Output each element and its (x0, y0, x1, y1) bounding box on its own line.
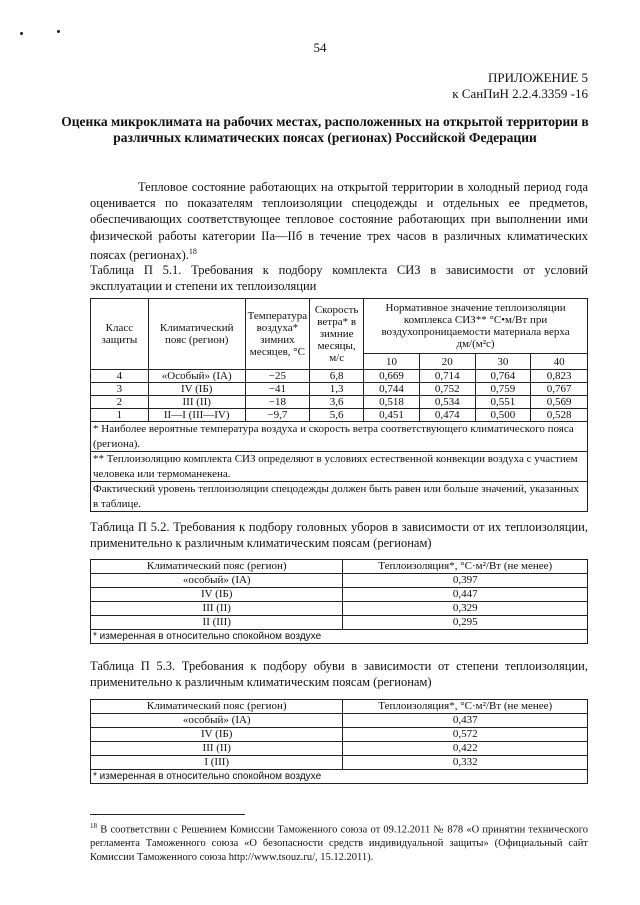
cell-value: 0,569 (531, 396, 588, 409)
cell-zone: «Особый» (IA) (148, 370, 245, 383)
cell-value: 0,767 (531, 383, 588, 396)
cell-value: 0,447 (343, 588, 588, 602)
cell-zone: III (II) (91, 602, 343, 616)
table-note: * измеренная в относительно спокойном воздухе (91, 770, 588, 784)
header-class: Класс защиты (91, 299, 149, 370)
header-insulation: Теплоизоляция*, °С·м²/Вт (не менее) (343, 560, 588, 574)
cell-value: 0,752 (419, 383, 475, 396)
table-row (91, 588, 588, 602)
table-row (91, 616, 588, 630)
cell-value: 0,528 (531, 409, 588, 422)
header-perm-30: 30 (475, 354, 531, 370)
cell-value: 0,764 (475, 370, 531, 383)
cell-value: 0,329 (343, 602, 588, 616)
table-row (91, 370, 588, 383)
ppe-requirements-table (90, 298, 588, 512)
header-zone: Климатический пояс (регион) (91, 700, 343, 714)
table1-caption: Таблица П 5.1. Требования к подбору комплекта СИЗ в зависимости от условий эксплуатации и степени их теплоизоляции (90, 263, 588, 294)
cell-value: 0,422 (343, 742, 588, 756)
header-temperature: Температура воздуха* зимних месяцев, °С (245, 299, 310, 370)
header-wind: Скорость ветра* в зимние месяцы, м/с (310, 299, 364, 370)
page-title: Оценка микроклимата на рабочих местах, расположенных на открытой территории в различных климатических поясах (регионах) Российской Федерации (61, 114, 589, 145)
page-number: 54 (313, 40, 327, 55)
table-row (91, 409, 588, 422)
table-note: ** Теплоизоляцию комплекта СИЗ определяют в условиях естественной конвекции воздуха с участием человека или термоманекена. (91, 452, 588, 482)
cell-value: 0,451 (364, 409, 420, 422)
cell-value: 0,759 (475, 383, 531, 396)
cell-value: 0,437 (343, 714, 588, 728)
table2-caption: Таблица П 5.2. Требования к подбору головных уборов в зависимости от их теплоизоляции, применительно к различным климатическим поясам (регионам) (90, 520, 588, 551)
cell-value: 0,744 (364, 383, 420, 396)
header-zone: Климатический пояс (регион) (148, 299, 245, 370)
table-row (91, 756, 588, 770)
table-row (91, 602, 588, 616)
cell-value: 0,534 (419, 396, 475, 409)
header-insulation: Теплоизоляция*, °С·м²/Вт (не менее) (343, 700, 588, 714)
cell-temp: −9,7 (245, 409, 310, 422)
cell-class: 4 (91, 370, 149, 383)
cell-value: 0,518 (364, 396, 420, 409)
cell-value: 0,669 (364, 370, 420, 383)
cell-zone: IV (IБ) (148, 383, 245, 396)
footwear-table (90, 699, 588, 784)
cell-wind: 5,6 (310, 409, 364, 422)
cell-zone: «особый» (IA) (91, 574, 343, 588)
header-perm-40: 40 (531, 354, 588, 370)
cell-zone: III (II) (91, 742, 343, 756)
table3-caption: Таблица П 5.3. Требования к подбору обуви в зависимости от степени теплоизоляции, применительно к различным климатическим поясам (регионам) (90, 659, 588, 690)
table-row (91, 728, 588, 742)
table-row (91, 396, 588, 409)
appendix-heading (452, 70, 588, 102)
scan-speck (20, 32, 23, 35)
cell-value: 0,500 (475, 409, 531, 422)
cell-zone: IV (IБ) (91, 728, 343, 742)
cell-zone: I (III) (91, 756, 343, 770)
appendix-label: ПРИЛОЖЕНИЕ 5 (488, 70, 588, 85)
cell-value: 0,823 (531, 370, 588, 383)
table-row (91, 714, 588, 728)
cell-temp: −25 (245, 370, 310, 383)
headwear-table (90, 559, 588, 644)
cell-class: 3 (91, 383, 149, 396)
table-row (91, 742, 588, 756)
cell-temp: −18 (245, 396, 310, 409)
footnote (90, 820, 588, 864)
header-zone: Климатический пояс (регион) (91, 560, 343, 574)
cell-value: 0,332 (343, 756, 588, 770)
intro-text: Тепловое состояние работающих на открытой территории в холодный период года оценивается по показателям теплоизоляции спецодежды и отдельных ее предметов, обеспечивающих соответствующее тепловое состояние работающих при выполнении ими физической работы категории IIa—IIб в течение трех часов в различных климатических поясах (регионах). (90, 180, 588, 262)
appendix-ref: к СанПиН 2.2.4.3359 -16 (452, 86, 588, 101)
cell-zone: III (II) (148, 396, 245, 409)
cell-zone: «особый» (IA) (91, 714, 343, 728)
header-norm: Нормативное значение теплоизоляции комплекса СИЗ** °С•м/Вт при воздухопроницаемости материала верха дм/(м²с) (364, 299, 588, 354)
scan-speck (57, 30, 60, 33)
footnote-mark: 18 (90, 822, 97, 830)
table-row (91, 574, 588, 588)
cell-wind: 1,3 (310, 383, 364, 396)
cell-value: 0,714 (419, 370, 475, 383)
cell-wind: 6,8 (310, 370, 364, 383)
cell-value: 0,397 (343, 574, 588, 588)
cell-class: 1 (91, 409, 149, 422)
table-note: Фактический уровень теплоизоляции спецодежды должен быть равен или больше значений, указанных в таблице. (91, 482, 588, 512)
cell-value: 0,295 (343, 616, 588, 630)
table-row (91, 383, 588, 396)
footnote-divider (90, 814, 245, 815)
header-perm-20: 20 (419, 354, 475, 370)
footnote-text: В соответствии с Решением Комиссии Таможенного союза от 09.12.2011 № 878 «О принятии технического регламента Таможенного союза «О безопасности средств индивидуальной защиты» (Официальный сайт Комиссии Таможенного союза http://www.tsouz.ru/, 15.12.2011). (90, 824, 589, 863)
cell-value: 0,572 (343, 728, 588, 742)
cell-value: 0,474 (419, 409, 475, 422)
cell-class: 2 (91, 396, 149, 409)
cell-zone: II (III) (91, 616, 343, 630)
intro-paragraph (90, 179, 588, 263)
cell-temp: −41 (245, 383, 310, 396)
cell-zone: II—I (III—IV) (148, 409, 245, 422)
header-perm-10: 10 (364, 354, 420, 370)
footnote-ref: 18 (188, 246, 197, 256)
cell-wind: 3,6 (310, 396, 364, 409)
table-note: * Наиболее вероятные температура воздуха и скорость ветра соответствующего климатического пояса (региона). (91, 422, 588, 452)
cell-zone: IV (IБ) (91, 588, 343, 602)
cell-value: 0,551 (475, 396, 531, 409)
table-note: * измеренная в относительно спокойном воздухе (91, 630, 588, 644)
